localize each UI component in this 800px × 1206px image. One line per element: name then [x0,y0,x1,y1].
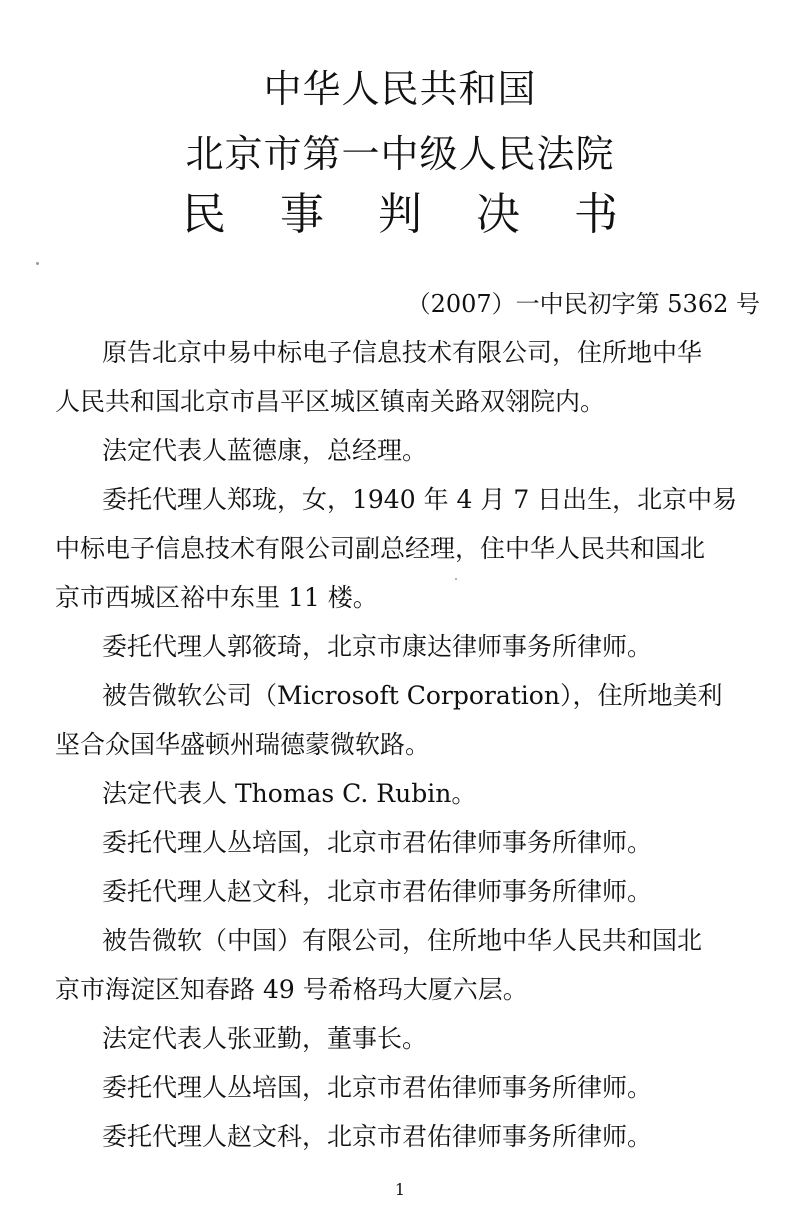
defendant-2-line-2: 京市海淀区知春路 49 号希格玛大厦六层。 [55,975,528,1004]
document-type: 民 事 判 决 书 [182,189,638,240]
court-name: 北京市第一中级人民法院 [185,132,615,176]
plaintiff-agent-1-line-2: 中标电子信息技术有限公司副总经理，住中华人民共和国北 [55,534,706,563]
defendant-2-agent-2: 委托代理人赵文科，北京市君佑律师事务所律师。 [102,1122,653,1151]
scan-speck [36,262,39,265]
page-number: 1 [394,1180,406,1199]
plaintiff-agent-1-line-3: 京市西城区裕中东里 11 楼。 [55,583,378,612]
plaintiff-agent-2: 委托代理人郭筱琦，北京市康达律师事务所律师。 [102,632,653,661]
plaintiff-paragraph-line-1: 原告北京中易中标电子信息技术有限公司，住所地中华 [102,338,703,367]
country-title: 中华人民共和国 [263,67,537,111]
defendant-2-legal-rep: 法定代表人张亚勤，董事长。 [102,1024,428,1053]
defendant-1-agent-2: 委托代理人赵文科，北京市君佑律师事务所律师。 [102,877,653,906]
plaintiff-paragraph-line-2: 人民共和国北京市昌平区城区镇南关路双翎院内。 [55,387,606,416]
defendant-1-agent-1: 委托代理人丛培国，北京市君佑律师事务所律师。 [102,828,653,857]
defendant-1-legal-rep: 法定代表人 Thomas C. Rubin。 [102,779,477,808]
plaintiff-agent-1-line-1: 委托代理人郑珑，女，1940 年 4 月 7 日出生，北京中易 [102,485,738,514]
defendant-1-line-2: 坚合众国华盛顿州瑞德蒙微软路。 [55,730,431,759]
case-number: （2007）一中民初字第 5362 号 [406,290,760,318]
defendant-2-agent-1: 委托代理人丛培国，北京市君佑律师事务所律师。 [102,1073,653,1102]
plaintiff-legal-rep: 法定代表人蓝德康，总经理。 [102,436,428,465]
scan-speck [455,578,457,580]
defendant-2-line-1: 被告微软（中国）有限公司，住所地中华人民共和国北 [102,926,703,955]
defendant-1-line-1: 被告微软公司（Microsoft Corporation），住所地美利 [102,681,723,710]
